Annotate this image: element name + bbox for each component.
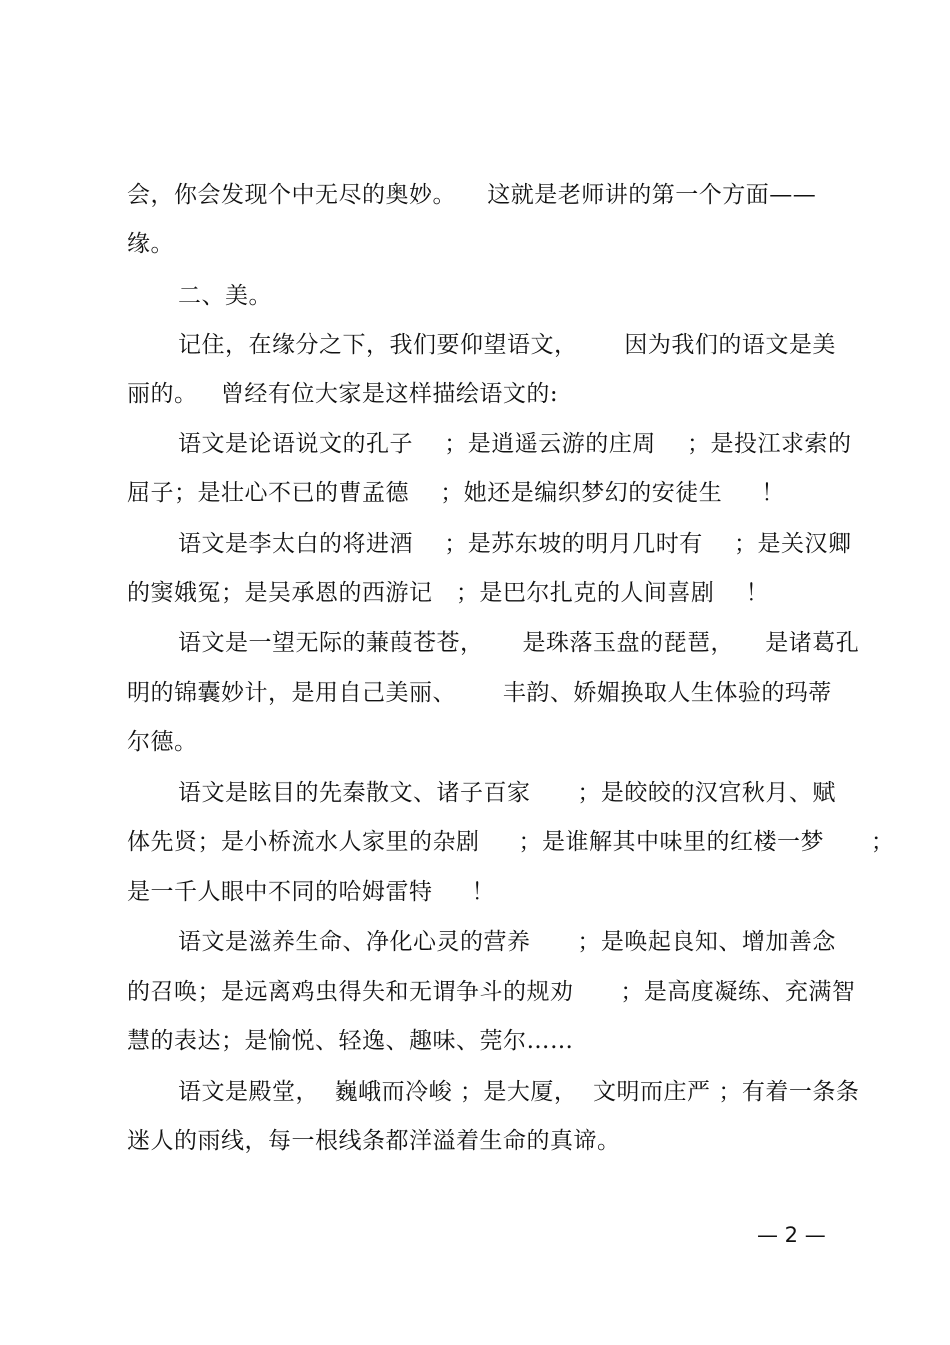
text-line: 语文是滋养生命、净化心灵的营养 ；是唤起良知、增加善念	[178, 929, 836, 955]
text-line: 慧的表达；是愉悦、轻逸、趣味、莞尔……	[127, 1028, 574, 1054]
text-line: 尔德。	[127, 729, 198, 755]
text-line: 是一千人眼中不同的哈姆雷特 ！	[127, 879, 496, 905]
text-line: 明的锦囊妙计，是用自己美丽、 丰韵、娇媚换取人生体验的玛蒂	[127, 680, 832, 706]
text-line: 语文是一望无际的蒹葭苍苍， 是珠落玉盘的琵琶， 是诸葛孔	[178, 630, 860, 656]
text-line: 迷人的雨线，每一根线条都洋溢着生命的真谛。	[127, 1128, 621, 1154]
text-line: 屈子；是壮心不已的曹孟德 ；她还是编织梦幻的安徒生 ！	[127, 480, 785, 506]
text-line: 的召唤；是远离鸡虫得失和无谓争斗的规劝 ；是高度凝练、充满智	[127, 979, 856, 1005]
text-line: 语文是殿堂， 巍峨而冷峻 ；是大厦， 文明而庄严 ；有着一条条	[178, 1079, 860, 1105]
text-line: 语文是论语说文的孔子 ；是逍遥云游的庄周 ；是投江求索的	[178, 431, 852, 457]
page-number: — 2 —	[757, 1223, 826, 1247]
text-line: 语文是眩目的先秦散文、诸子百家 ；是皎皎的汉宫秋月、赋	[178, 780, 836, 806]
text-line: 丽的。 曾经有位大家是这样描绘语文的:	[127, 381, 559, 407]
text-line: 语文是李太白的将进酒 ；是苏东坡的明月几时有 ；是关汉卿	[178, 531, 852, 557]
text-line: 体先贤；是小桥流水人家里的杂剧 ；是谁解其中味里的红楼一梦 ；	[127, 829, 895, 855]
text-line: 记住，在缘分之下，我们要仰望语文， 因为我们的语文是美	[178, 332, 836, 358]
text-line: 会，你会发现个中无尽的奥妙。 这就是老师讲的第一个方面——	[127, 182, 817, 208]
text-line: 二、美。	[178, 283, 272, 309]
text-line: 缘。	[127, 231, 174, 257]
text-line: 的窦娥冤；是吴承恩的西游记 ；是巴尔扎克的人间喜剧 ！	[127, 580, 770, 606]
